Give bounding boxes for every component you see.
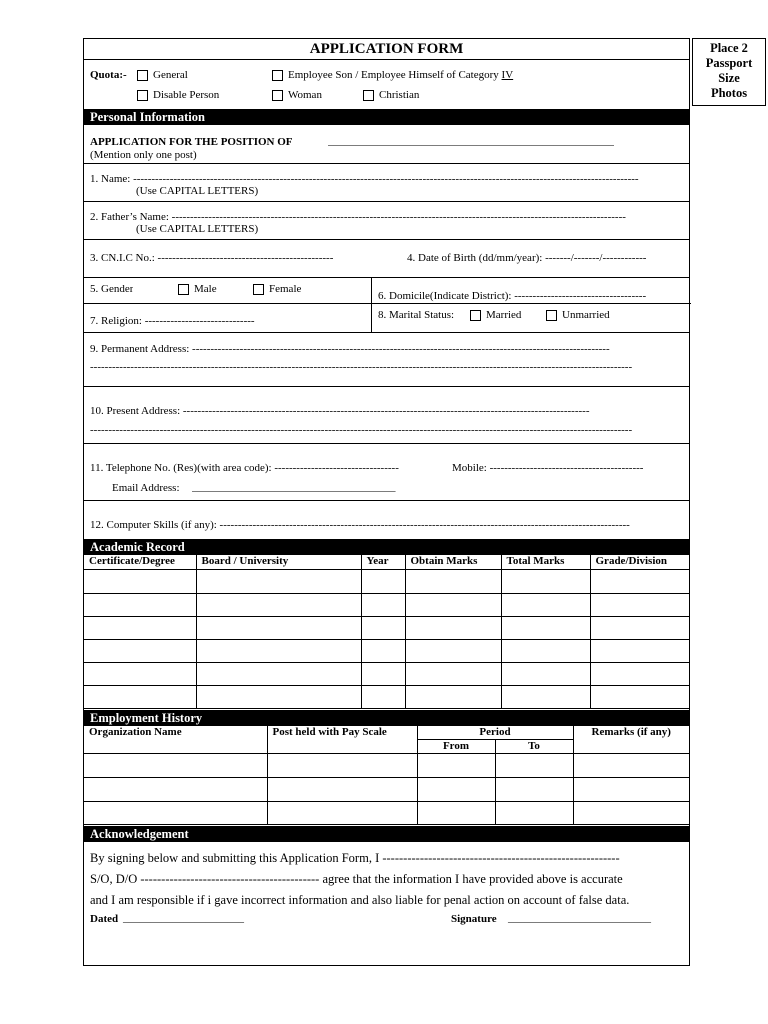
table-row <box>84 662 689 685</box>
ack-line: S/O, D/O ------------------------------------------- agree that the information I have provided above is accurate <box>90 872 623 886</box>
table-row <box>84 593 689 616</box>
photo-line: Photos <box>710 86 748 100</box>
table-cell[interactable] <box>361 569 405 593</box>
checkbox-icon[interactable] <box>272 70 283 81</box>
table-row <box>84 754 689 778</box>
quota-label: Quota:- <box>90 69 127 81</box>
table-cell[interactable] <box>196 593 361 616</box>
photo-placeholder <box>692 38 766 106</box>
table-cell[interactable] <box>590 639 689 662</box>
table-cell[interactable] <box>417 754 495 778</box>
table-cell[interactable] <box>590 569 689 593</box>
marital-option-label: Unmarried <box>562 309 610 321</box>
academic-record-heading: Academic Record <box>84 539 689 555</box>
table-cell[interactable] <box>361 685 405 708</box>
present-address-row <box>84 387 689 444</box>
position-field[interactable]: ____________________________________________________ <box>328 135 614 147</box>
table-cell[interactable] <box>405 662 501 685</box>
table-cell[interactable] <box>417 802 495 825</box>
form-title-bar <box>84 39 689 60</box>
table-cell[interactable] <box>267 778 417 802</box>
gender-option-label: Male <box>194 283 217 295</box>
religion-field[interactable]: 7. Religion: ------------------------------ <box>90 315 255 327</box>
table-cell[interactable] <box>267 802 417 825</box>
quota-option-employee-son[interactable] <box>272 69 513 81</box>
ack-line: and I am responsible if i gave incorrect information and also liable for penal action on account of false data. <box>90 893 630 907</box>
quota-option-christian[interactable] <box>363 89 419 101</box>
checkbox-icon[interactable] <box>470 310 481 321</box>
academic-table <box>84 555 689 709</box>
marital-option-label: Married <box>486 309 522 321</box>
permanent-address-row <box>84 333 689 387</box>
gender-label: 5. Gender <box>90 283 134 295</box>
table-cell[interactable] <box>361 662 405 685</box>
email-field[interactable]: _____________________________________ <box>192 481 396 493</box>
permanent-address-field[interactable]: 9. Permanent Address: ------------------------------------------------------------------------------------------------------------------ <box>90 343 610 355</box>
table-cell[interactable] <box>495 754 573 778</box>
table-cell[interactable] <box>590 685 689 708</box>
table-cell[interactable] <box>417 778 495 802</box>
table-cell[interactable] <box>405 593 501 616</box>
table-cell[interactable] <box>361 639 405 662</box>
quota-section <box>84 60 689 109</box>
table-cell[interactable] <box>84 616 196 639</box>
name-note: (Use CAPITAL LETTERS) <box>136 185 259 197</box>
table-cell[interactable] <box>361 593 405 616</box>
table-cell[interactable] <box>501 685 590 708</box>
name-field[interactable]: 1. Name: ------------------------------------------------------------------------------------------------------------------------------------------ <box>90 173 639 185</box>
gender-option-male[interactable] <box>178 283 217 295</box>
table-cell[interactable] <box>84 802 267 825</box>
table-cell[interactable] <box>84 754 267 778</box>
ack-line: By signing below and submitting this Application Form, I --------------------------------------------------------- <box>90 851 620 865</box>
checkbox-icon[interactable] <box>253 284 264 295</box>
signature-field[interactable]: __________________________ <box>508 912 651 924</box>
gender-domicile-row <box>84 278 689 333</box>
marital-option-married[interactable] <box>470 309 521 321</box>
cnic-dob-row <box>84 240 689 278</box>
row-divider <box>371 303 691 304</box>
checkbox-icon[interactable] <box>272 90 283 101</box>
table-cell[interactable] <box>501 639 590 662</box>
column-header: Certificate/Degree <box>84 555 196 569</box>
position-row <box>84 125 689 164</box>
table-row <box>84 639 689 662</box>
table-cell[interactable] <box>84 639 196 662</box>
table-cell[interactable] <box>405 685 501 708</box>
table-row <box>84 802 689 825</box>
table-cell[interactable] <box>501 593 590 616</box>
column-header: Remarks (if any) <box>573 726 689 754</box>
checkbox-icon[interactable] <box>137 70 148 81</box>
quota-option-woman[interactable] <box>272 89 322 101</box>
dated-field[interactable]: ______________________ <box>123 912 244 924</box>
employment-history-heading: Employment History <box>84 710 689 726</box>
column-header: Obtain Marks <box>405 555 501 569</box>
father-name-note: (Use CAPITAL LETTERS) <box>136 223 259 235</box>
quota-option-label: Woman <box>288 89 322 101</box>
table-cell[interactable] <box>573 802 689 825</box>
table-cell[interactable] <box>196 662 361 685</box>
signature-row <box>84 911 689 931</box>
photo-line: Place 2 <box>710 41 748 55</box>
table-row <box>84 569 689 593</box>
table-cell[interactable] <box>573 754 689 778</box>
table-cell[interactable] <box>405 639 501 662</box>
table-cell[interactable] <box>495 802 573 825</box>
marital-option-unmarried[interactable] <box>546 309 610 321</box>
position-label: APPLICATION FOR THE POSITION OF <box>90 136 293 148</box>
column-subheader: To <box>495 740 573 754</box>
application-form <box>83 38 690 966</box>
table-cell[interactable] <box>495 778 573 802</box>
table-cell[interactable] <box>84 685 196 708</box>
dated-label: Dated <box>90 913 119 925</box>
marital-label: 8. Marital Status: <box>378 309 455 321</box>
checkbox-icon[interactable] <box>363 90 374 101</box>
table-cell[interactable] <box>405 569 501 593</box>
quota-option-disable-person[interactable] <box>137 89 219 101</box>
father-name-row <box>84 202 689 240</box>
table-cell[interactable] <box>84 569 196 593</box>
contact-row <box>84 444 689 501</box>
table-cell[interactable] <box>501 616 590 639</box>
table-cell[interactable] <box>501 662 590 685</box>
checkbox-icon[interactable] <box>546 310 557 321</box>
table-cell[interactable] <box>196 616 361 639</box>
table-cell[interactable] <box>501 569 590 593</box>
present-address-field[interactable]: 10. Present Address: --------------------------------------------------------------------------------------------------------------- <box>90 405 590 417</box>
table-cell[interactable] <box>196 685 361 708</box>
column-header: Grade/Division <box>590 555 689 569</box>
position-note: (Mention only one post) <box>90 149 197 161</box>
table-row <box>84 616 689 639</box>
email-label: Email Address: <box>112 482 180 494</box>
checkbox-icon[interactable] <box>137 90 148 101</box>
category-value: IV <box>501 69 514 81</box>
table-cell[interactable] <box>590 662 689 685</box>
quota-option-label: Christian <box>379 89 420 101</box>
column-header: Organization Name <box>84 726 267 754</box>
present-address-line2[interactable]: ---------------------------------------------------------------------------------------------------------------------------------------------------- <box>90 424 633 436</box>
checkbox-icon[interactable] <box>178 284 189 295</box>
employment-table <box>84 726 689 826</box>
column-header: Total Marks <box>501 555 590 569</box>
table-row <box>84 685 689 708</box>
permanent-address-line2[interactable]: ---------------------------------------------------------------------------------------------------------------------------------------------------- <box>90 361 633 373</box>
column-header: Year <box>361 555 405 569</box>
acknowledgement-text <box>84 842 689 911</box>
column-subheader: From <box>417 740 495 754</box>
table-cell[interactable] <box>84 662 196 685</box>
column-divider <box>371 278 372 332</box>
quota-option-general[interactable] <box>137 69 188 81</box>
computer-skills-row <box>84 501 689 539</box>
column-header: Post held with Pay Scale <box>267 726 417 754</box>
table-cell[interactable] <box>361 616 405 639</box>
table-cell[interactable] <box>590 616 689 639</box>
computer-skills-field[interactable]: 12. Computer Skills (if any): ---------------------------------------------------------------------------------------------------------------- <box>90 519 630 531</box>
table-cell[interactable] <box>267 754 417 778</box>
table-row <box>84 778 689 802</box>
quota-option-label: Disable Person <box>153 89 220 101</box>
quota-option-label: Employee Son / Employee Himself of Category IV <box>288 69 514 81</box>
table-cell[interactable] <box>196 569 361 593</box>
column-header: Board / University <box>196 555 361 569</box>
table-cell[interactable] <box>590 593 689 616</box>
mobile-field[interactable]: Mobile: ------------------------------------------ <box>452 462 644 474</box>
cnic-field[interactable]: 3. CN.I.C No.: ------------------------------------------------ <box>90 252 334 264</box>
row-divider <box>84 303 371 304</box>
personal-info-heading: Personal Information <box>84 109 689 125</box>
table-cell[interactable] <box>573 778 689 802</box>
table-cell[interactable] <box>196 639 361 662</box>
telephone-field[interactable]: 11. Telephone No. (Res)(with area code): ---------------------------------- <box>90 462 399 474</box>
father-name-field[interactable]: 2. Father’s Name: ---------------------------------------------------------------------------------------------------------------------------- <box>90 211 626 223</box>
gender-option-female[interactable] <box>253 283 301 295</box>
photo-line: Passport <box>705 56 753 70</box>
column-header: Period <box>417 726 573 740</box>
dob-field[interactable]: 4. Date of Birth (dd/mm/year): -------/-------/------------ <box>407 252 647 264</box>
table-cell[interactable] <box>84 778 267 802</box>
acknowledgement-heading: Acknowledgement <box>84 826 689 842</box>
name-row <box>84 164 689 202</box>
domicile-field[interactable]: 6. Domicile(Indicate District): ------------------------------------ <box>378 290 647 302</box>
signature-label: Signature <box>451 913 497 925</box>
table-cell[interactable] <box>405 616 501 639</box>
table-cell[interactable] <box>84 593 196 616</box>
gender-option-label: Female <box>269 283 302 295</box>
photo-line: Size <box>718 71 740 85</box>
quota-option-label: General <box>153 69 188 81</box>
form-title: APPLICATION FORM <box>309 41 464 57</box>
